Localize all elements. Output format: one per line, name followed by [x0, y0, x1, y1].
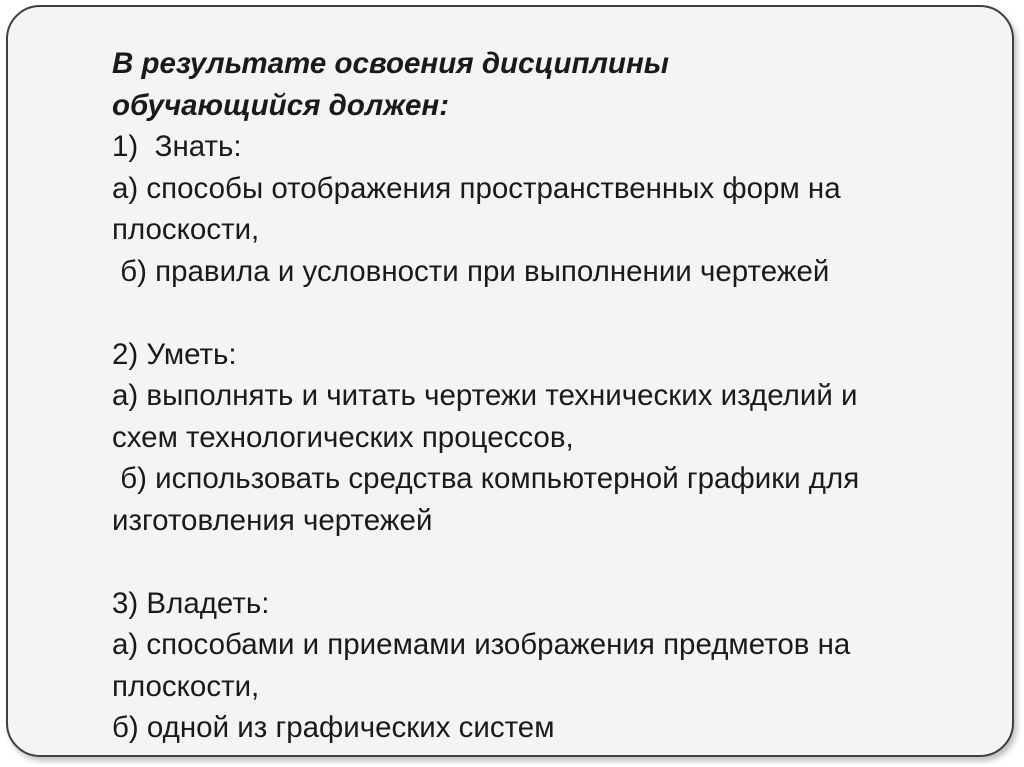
- section-master-title: 3) Владеть:: [112, 586, 270, 620]
- section-spacer: [112, 541, 992, 583]
- section-master-item-a-cont: плоскости,: [112, 669, 260, 703]
- section-can-title: 2) Уметь:: [112, 337, 237, 371]
- section-know-title: 1) Знать:: [112, 130, 242, 163]
- section-know-item-a: а) способы отображения пространственных форм на: [112, 171, 841, 205]
- section-can-item-b-cont: изготовления чертежей: [112, 503, 433, 537]
- section-can-item-a: а) выполнять и читать чертежи технических изделий и: [112, 379, 858, 412]
- section-can-item-a-cont: схем технологических процессов,: [112, 420, 574, 454]
- section-know-item-b: б) правила и условности при выполнении чертежей: [112, 254, 830, 288]
- heading-line-1: В результате освоения дисциплины: [112, 47, 669, 80]
- section-can-item-b: б) использовать средства компьютерной графики для: [112, 462, 860, 495]
- heading-line-2: обучающийся должен:: [112, 88, 450, 122]
- section-master-item-b: б) одной из графических систем: [112, 711, 555, 744]
- slide-content: [112, 43, 992, 749]
- section-master-item-a: а) способами и приемами изображения предметов на: [112, 628, 851, 661]
- section-spacer: [112, 292, 992, 334]
- section-know-item-a-cont: плоскости,: [112, 213, 260, 246]
